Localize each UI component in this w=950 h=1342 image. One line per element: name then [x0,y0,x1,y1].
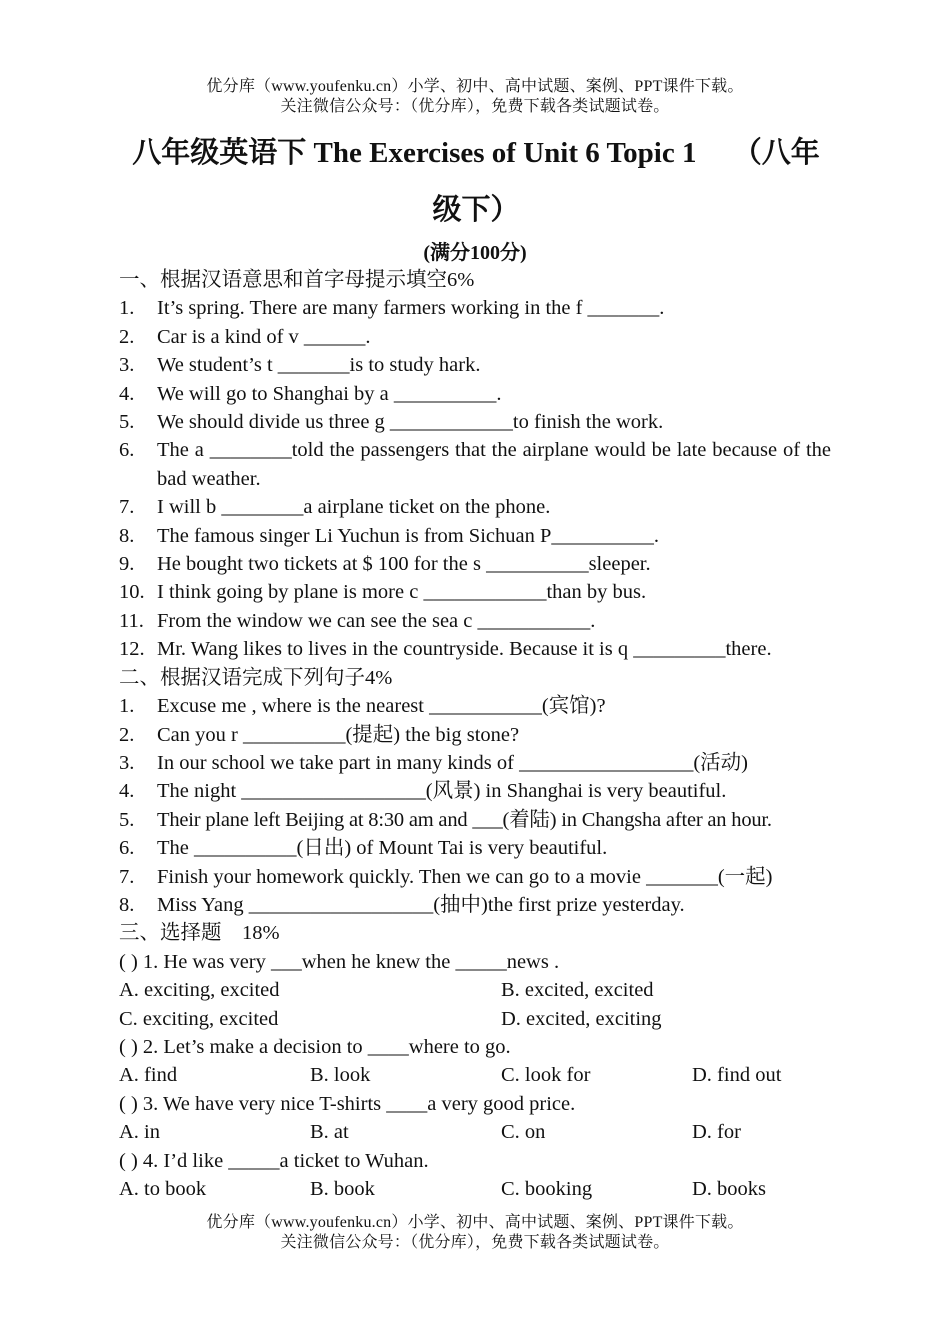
question-1-options-row-1 [119,976,831,1004]
item-text: It’s spring. There are many farmers working in the f _______. [157,297,665,320]
item-text: We should divide us three g ____________to finish the work. [157,411,664,434]
item-number: 7. [119,496,135,519]
item-number: 1. [119,695,135,718]
item-number: 3. [119,751,135,774]
option-a: A. to book [119,1178,207,1200]
item-text: We will go to Shanghai by a __________. [157,382,502,405]
list-item [119,294,831,322]
list-item [119,834,831,862]
item-text: Can you r __________(提起) the big stone? [157,723,520,746]
option-a: A. in [119,1121,160,1144]
option-c: C. booking [501,1178,593,1200]
item-number: 12. [119,638,145,661]
item-number: 7. [119,865,135,888]
question-4-options [119,1175,831,1203]
question-2: ( ) 2. Let’s make a decision to ____where to go. [119,1035,511,1058]
item-number: 2. [119,723,135,746]
question-3: ( ) 3. We have very nice T-shirts ____a very good price. [119,1092,576,1115]
item-number: 5. [119,808,135,831]
item-number: 4. [119,382,135,405]
option-c: C. look for [501,1064,591,1087]
item-text: I will b ________a airplane ticket on the phone. [157,496,551,519]
list-item [119,607,831,635]
item-number: 11. [119,609,144,632]
list-item [119,777,831,805]
header-line-1: 优分库（www.youfenku.cn）小学、初中、高中试题、案例、PPT课件下载。 [206,78,744,95]
question-4: ( ) 4. I’d like _____a ticket to Wuhan. [119,1149,429,1172]
section-1-title: 一、根据汉语意思和首字母提示填空6% [119,269,475,291]
list-item [119,806,831,834]
section-3-title: 三、选择题 18% [119,922,280,945]
item-text: From the window we can see the sea c ___________. [157,609,596,632]
list-item [119,721,831,749]
option-b: B. book [310,1178,375,1200]
option-c: C. on [501,1121,546,1144]
item-number: 3. [119,354,135,377]
option-d: D. excited, exciting [501,1007,662,1030]
list-item [119,891,831,919]
item-number: 1. [119,297,135,320]
item-text: I think going by plane is more c ____________than by bus. [157,581,647,604]
item-number: 2. [119,325,135,348]
question-1-options-row-2 [119,1005,831,1033]
list-item [119,578,831,606]
item-text: In our school we take part in many kinds of _________________(活动) [157,751,748,774]
item-text: Miss Yang __________________(抽中)the first prize yesterday. [157,893,685,916]
item-text: We student’s t _______is to study hark. [157,354,481,377]
option-c: C. exciting, excited [119,1007,279,1030]
page-title-line-1: 八年级英语下 The Exercises of Unit 6 Topic 1 （八年 [132,137,820,169]
option-a: A. find [119,1064,178,1087]
item-number: 10. [119,581,145,604]
item-text: The famous singer Li Yuchun is from Sichuan P__________. [157,524,659,547]
option-b: B. excited, excited [501,979,654,1002]
item-text: The __________(日出) of Mount Tai is very beautiful. [157,837,608,860]
option-d: D. for [692,1121,741,1144]
item-number: 8. [119,524,135,547]
header-line-2: 关注微信公众号：（优分库），免费下载各类试题试卷。 [280,98,670,115]
page-title-line-2: 级下） [432,194,520,226]
option-d: D. find out [692,1064,782,1087]
item-text: The a ________told the passengers that the airplane would be late because of the bad weather. [157,439,831,490]
item-text: Their plane left Beijing at 8:30 am and ___(着陆) in Changsha after an hour. [157,808,772,831]
list-item [119,408,831,436]
item-text: He bought two tickets at $ 100 for the s __________sleeper. [157,553,651,576]
list-item [119,493,831,521]
list-item [119,522,831,550]
option-a: A. exciting, excited [119,979,280,1002]
footer-line-2: 关注微信公众号：（优分库），免费下载各类试题试卷。 [280,1234,670,1251]
exercise-content [119,266,831,1203]
list-item [119,692,831,720]
item-number: 9. [119,553,135,576]
item-number: 8. [119,893,135,916]
list-item [119,436,831,493]
list-item [119,863,831,891]
list-item [119,323,831,351]
item-number: 5. [119,411,135,434]
list-item [119,749,831,777]
question-3-options [119,1118,831,1146]
item-text: The night __________________(风景) in Shanghai is very beautiful. [157,780,727,803]
option-b: B. at [310,1121,349,1144]
option-b: B. look [310,1064,371,1087]
item-text: Finish your homework quickly. Then we can go to a movie _______(一起) [157,865,773,888]
section-2-title: 二、根据汉语完成下列句子4% [119,666,393,689]
list-item [119,550,831,578]
list-item [119,351,831,379]
option-d: D. books [692,1178,767,1200]
footer-line-1: 优分库（www.youfenku.cn）小学、初中、高中试题、案例、PPT课件下载。 [206,1214,744,1231]
question-2-options [119,1061,831,1089]
item-number: 4. [119,780,135,803]
question-1: ( ) 1. He was very ___when he knew the _____news . [119,950,560,973]
item-text: Car is a kind of v ______. [157,325,371,348]
list-item [119,380,831,408]
score-note: (满分100分) [423,242,527,264]
item-number: 6. [119,837,135,860]
item-text: Excuse me , where is the nearest ___________(宾馆)? [157,695,606,718]
item-number: 6. [119,439,135,462]
list-item [119,635,831,663]
item-text: Mr. Wang likes to lives in the countryside. Because it is q _________there. [157,638,772,661]
